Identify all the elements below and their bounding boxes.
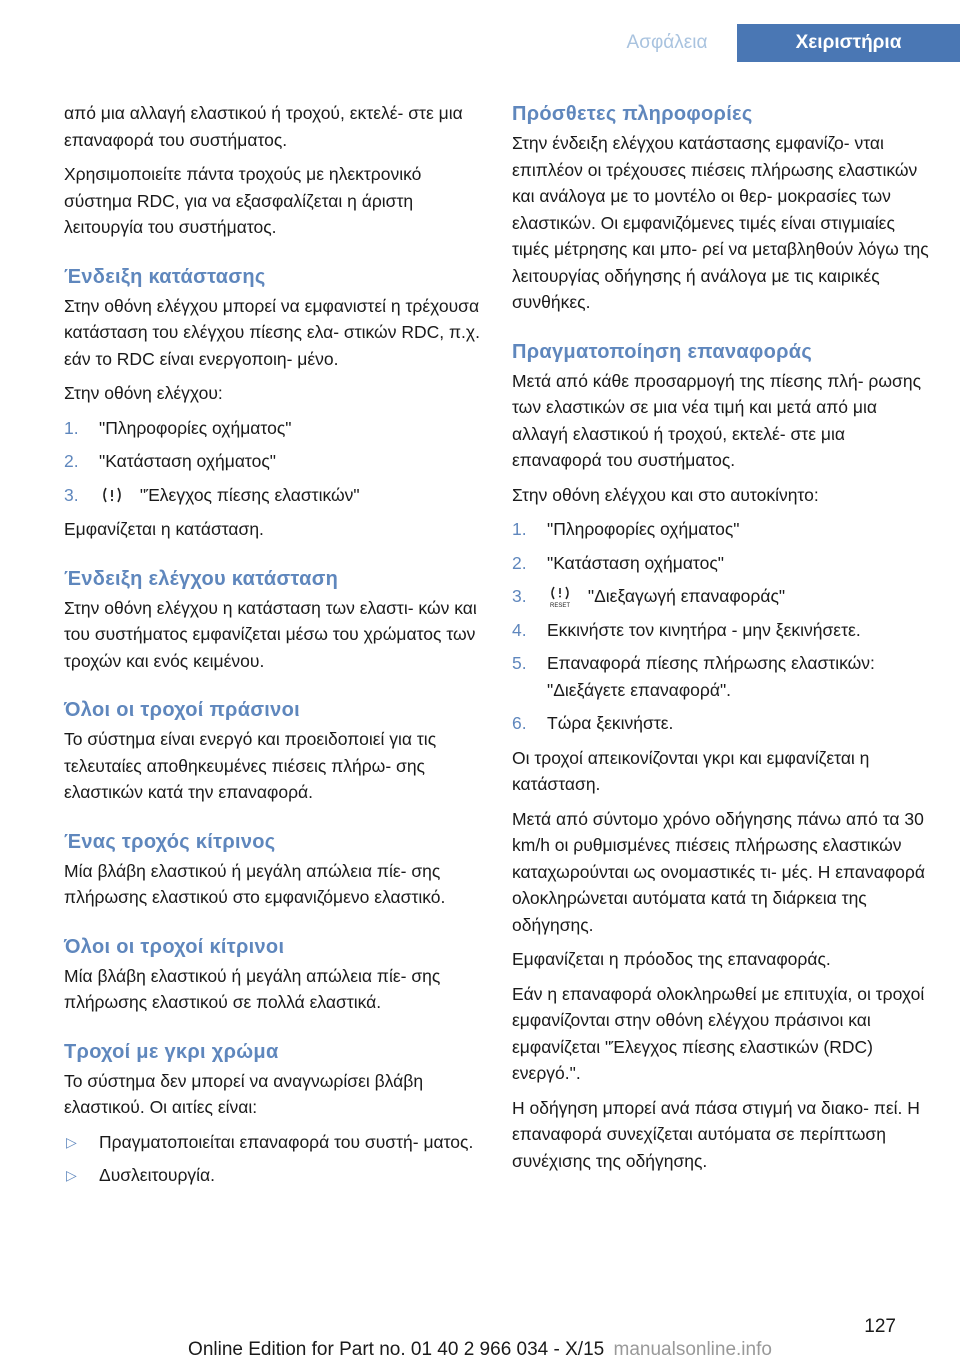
page-number: 127 xyxy=(864,1316,896,1337)
paragraph: Μία βλάβη ελαστικού ή μεγάλη απώλεια πίε‐ σης πλήρωσης ελαστικού στο εμφανιζόμενο ελαστικό. xyxy=(64,860,446,907)
heading-grey-wheels: Τροχοί με γκρι χρώμα xyxy=(64,1040,279,1063)
steps-list xyxy=(64,415,482,509)
step-text: "Πληροφορίες οχήματος" xyxy=(547,519,740,539)
list-item xyxy=(512,583,930,610)
edition-text: Online Edition for Part no. 01 40 2 966 034 - X/15 xyxy=(188,1339,605,1360)
paragraph: Χρησιμοποιείτε πάντα τροχούς με ηλεκτρονικό σύστημα RDC, για να εξασφαλίζεται η άριστη λειτουργία του συστήματος. xyxy=(64,164,422,237)
header-bar xyxy=(0,0,960,62)
heading-all-green: Όλοι οι τροχοί πράσινοι xyxy=(64,699,300,721)
paragraph: Οι τροχοί απεικονίζονται γκρι και εμφανίζεται η κατάσταση. xyxy=(512,747,870,794)
paragraph: Μετά από σύντομο χρόνο οδήγησης πάνω από τα 30 km/h οι ρυθμισμένες πιέσεις πλήρωσης ελαστικών καταχωρούνται ως ονομαστικές τι‐ μές. Η επαναφορά ολοκληρώνεται αυτόματα κατά τη διάρκεια της οδήγησης. xyxy=(512,808,925,935)
step-number: 1. xyxy=(512,519,527,539)
list-item xyxy=(512,617,930,644)
list-item xyxy=(64,1162,482,1189)
step-number: 4. xyxy=(512,619,527,640)
step-text: Επαναφορά πίεσης πλήρωσης ελαστικών: "Διεξάγετε επαναφορά". xyxy=(547,653,875,700)
paragraph: Εμφανίζεται η κατάσταση. xyxy=(64,519,264,539)
section-tab-safety[interactable]: Ασφάλεια xyxy=(626,32,708,53)
tire-pressure-reset-icon xyxy=(547,586,573,606)
heading-control-status: Ένδειξη ελέγχου κατάσταση xyxy=(64,567,339,590)
right-column xyxy=(512,100,930,1182)
step-text: Εκκινήστε τον κινητήρα - μην ξεκινήσετε. xyxy=(547,619,861,640)
chapter-tab-controls[interactable]: Χειριστήρια xyxy=(737,24,960,62)
heading-status-display: Ένδειξη κατάστασης xyxy=(64,265,266,288)
reset-steps-list xyxy=(512,516,930,737)
list-item xyxy=(64,448,482,475)
paragraph: Η οδήγηση μπορεί ανά πάσα στιγμή να διακο‐ πεί. Η επαναφορά συνεχίζεται αυτόματα σε περίπτωση συνέχισης της οδήγησης. xyxy=(512,1097,920,1171)
cause-text: Δυσλειτουργία. xyxy=(99,1165,216,1185)
bullet-triangle-icon: ▷ xyxy=(66,1133,77,1150)
heading-all-yellow: Όλοι οι τροχοί κίτρινοι xyxy=(64,935,285,958)
svg-text:RESET: RESET xyxy=(549,603,571,608)
cause-text: Πραγματοποιείται επαναφορά του συστή‐ ματος. xyxy=(99,1131,474,1152)
paragraph: Στην οθόνη ελέγχου μπορεί να εμφανιστεί η τρέχουσα κατάσταση του ελέγχου πίεσης ελα‐ στικών RDC, π.χ. εάν το RDC είναι ενεργοποιη‐ μένο. xyxy=(64,295,480,369)
left-column xyxy=(64,100,482,1197)
heading-perform-reset: Πραγματοποίηση επαναφοράς xyxy=(512,340,813,363)
bullet-triangle-icon: ▷ xyxy=(66,1167,77,1183)
paragraph: Μία βλάβη ελαστικού ή μεγάλη απώλεια πίε‐ σης πλήρωσης ελαστικού σε πολλά ελαστικά. xyxy=(64,965,441,1012)
paragraph: Εμφανίζεται η πρόοδος της επαναφοράς. xyxy=(512,949,831,969)
step-text: "Έλεγχος πίεσης ελαστικών" xyxy=(139,484,360,505)
heading-additional-info: Πρόσθετες πληροφορίες xyxy=(512,103,753,125)
footer xyxy=(0,1338,960,1362)
step-number: 2. xyxy=(512,552,527,573)
step-number: 2. xyxy=(64,451,79,471)
paragraph: Μετά από κάθε προσαρμογή της πίεσης πλή‐ ρωσης των ελαστικών σε μια νέα τιμή και μετά από μια αλλαγή ελαστικού ή τροχού, εκτελέ‐ στε μια επαναφορά του συστήματος. xyxy=(512,370,922,470)
step-text: "Κατάσταση οχήματος" xyxy=(99,451,276,471)
step-number: 3. xyxy=(512,586,527,606)
heading-one-yellow: Ένας τροχός κίτρινος xyxy=(64,830,276,853)
step-number: 3. xyxy=(64,484,79,505)
paragraph: Το σύστημα είναι ενεργό και προειδοποιεί για τις τελευταίες αποθηκευμένες πιέσεις πλήρω‐ σης ελαστικών κατά την επαναφορά. xyxy=(64,729,437,802)
list-item xyxy=(512,650,930,703)
step-text: "Κατάσταση οχήματος" xyxy=(547,552,724,573)
paragraph: Το σύστημα δεν μπορεί να αναγνωρίσει βλάβη ελαστικού. Οι αιτίες είναι: xyxy=(64,1070,424,1117)
paragraph: Στην οθόνη ελέγχου η κατάσταση των ελαστι‐ κών και του συστήματος εμφανίζεται μέσω του χρώματος των τροχών και ενός κειμένου. xyxy=(64,597,477,671)
step-text: "Πληροφορίες οχήματος" xyxy=(99,417,292,438)
list-item xyxy=(512,550,930,577)
paragraph: Εάν η επαναφορά ολοκληρωθεί με επιτυχία, οι τροχοί εμφανίζονται στην οθόνη ελέγχου πράσινοι και εμφανίζεται "Έλεγχος πίεσης ελαστικών (RDC) ενεργό.". xyxy=(512,983,925,1083)
step-text: "Διεξαγωγή επαναφοράς" xyxy=(587,586,786,606)
list-item xyxy=(64,415,482,442)
paragraph: Στην οθόνη ελέγχου: xyxy=(64,383,223,403)
paragraph: Στην οθόνη ελέγχου και στο αυτοκίνητο: xyxy=(512,484,819,505)
watermark-text: manualsonline.info xyxy=(613,1339,772,1360)
list-item xyxy=(64,1129,482,1156)
paragraph: από μια αλλαγή ελαστικού ή τροχού, εκτελέ‐ στε μια επαναφορά του συστήματος. xyxy=(64,103,463,150)
list-item xyxy=(64,482,482,509)
step-text: Τώρα ξεκινήστε. xyxy=(547,713,674,733)
list-item xyxy=(512,710,930,737)
step-number: 6. xyxy=(512,713,527,733)
tire-pressure-warning-icon xyxy=(99,485,125,505)
step-number: 1. xyxy=(64,417,79,438)
paragraph: Στην ένδειξη ελέγχου κατάστασης εμφανίζο‐ νται επιπλέον οι τρέχουσες πιέσεις πλήρωσης ελαστικών και ανάλογα με το μοντέλο οι θερ‐ μοκρασίες των ελαστικών. Οι εμφανιζόμενες τιμές είναι στιγμιαίες τιμές μέτρησης και μπο‐ ρεί να μεταβληθούν λόγω της λειτουργίας οδήγησης ή ανάλογα με τις καιρικές συνθήκες. xyxy=(512,133,929,312)
causes-list xyxy=(64,1129,482,1189)
step-number: 5. xyxy=(512,653,527,673)
list-item xyxy=(512,516,930,543)
